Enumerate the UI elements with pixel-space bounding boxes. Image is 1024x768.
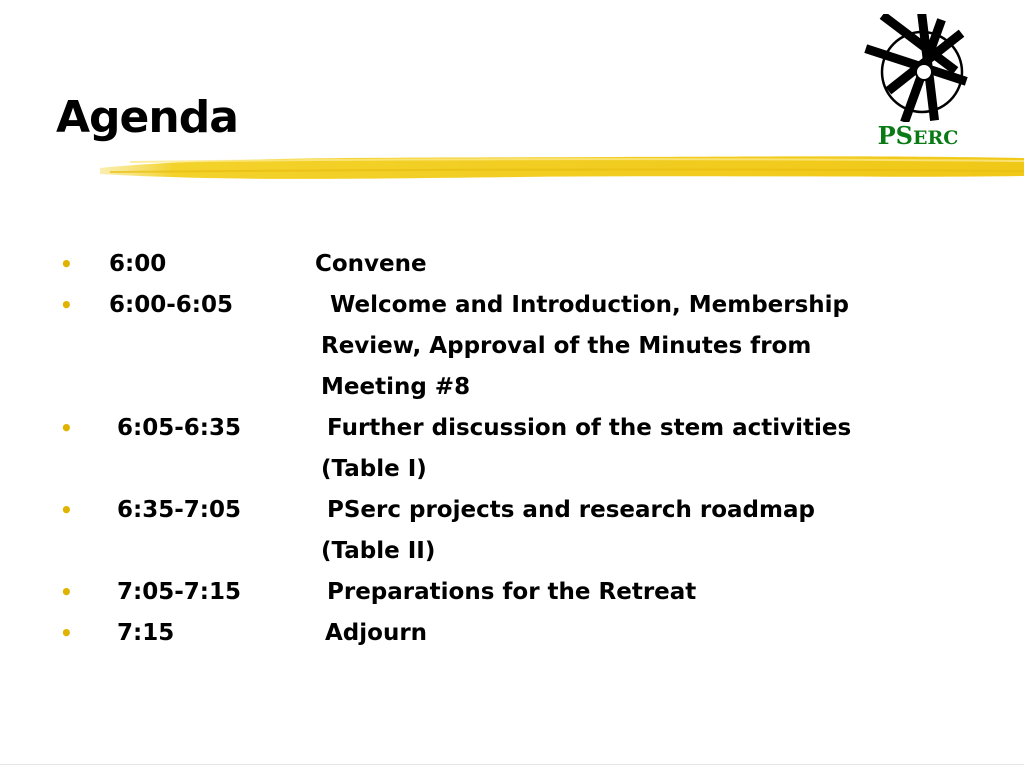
bullet-icon: • [60, 621, 73, 645]
agenda-time: 6:00 [109, 251, 167, 277]
agenda-item [60, 408, 960, 449]
bullet-icon: • [60, 580, 73, 604]
footer-divider [0, 764, 1024, 765]
bullet-icon: • [60, 293, 73, 317]
logo-text-small: ERC [912, 127, 959, 149]
agenda-description-continued: (Table I) [321, 456, 427, 482]
agenda-item-continuation [60, 367, 960, 408]
agenda-item [60, 244, 960, 285]
agenda-list [60, 244, 960, 654]
agenda-description-continued: Meeting #8 [321, 374, 471, 400]
agenda-item-continuation [60, 449, 960, 490]
agenda-time: 6:05-6:35 [117, 415, 241, 441]
agenda-item [60, 490, 960, 531]
pserc-logo [862, 14, 974, 154]
agenda-time: 6:00-6:05 [109, 292, 233, 318]
agenda-time: 6:35-7:05 [117, 497, 241, 523]
star-logo-icon [862, 14, 974, 122]
highlighter-stroke [100, 148, 1024, 188]
agenda-item [60, 572, 960, 613]
page-title: Agenda [56, 92, 238, 143]
agenda-description: PSerc projects and research roadmap [327, 497, 815, 523]
agenda-description: Further discussion of the stem activities [327, 415, 852, 441]
agenda-item [60, 613, 960, 654]
agenda-item [60, 285, 960, 326]
bullet-icon: • [60, 498, 73, 522]
agenda-description: Convene [315, 251, 427, 277]
logo-text-large: PS [877, 121, 913, 150]
agenda-description: Preparations for the Retreat [327, 579, 697, 605]
agenda-item-continuation [60, 326, 960, 367]
agenda-description: Adjourn [325, 620, 428, 646]
agenda-description-continued: (Table II) [321, 538, 436, 564]
agenda-time: 7:05-7:15 [117, 579, 241, 605]
agenda-description-continued: Review, Approval of the Minutes from [321, 333, 812, 359]
agenda-time: 7:15 [117, 620, 175, 646]
bullet-icon: • [60, 416, 73, 440]
bullet-icon: • [60, 252, 73, 276]
logo-text [862, 122, 974, 152]
agenda-item-continuation [60, 531, 960, 572]
agenda-description: Welcome and Introduction, Membership [330, 292, 850, 318]
